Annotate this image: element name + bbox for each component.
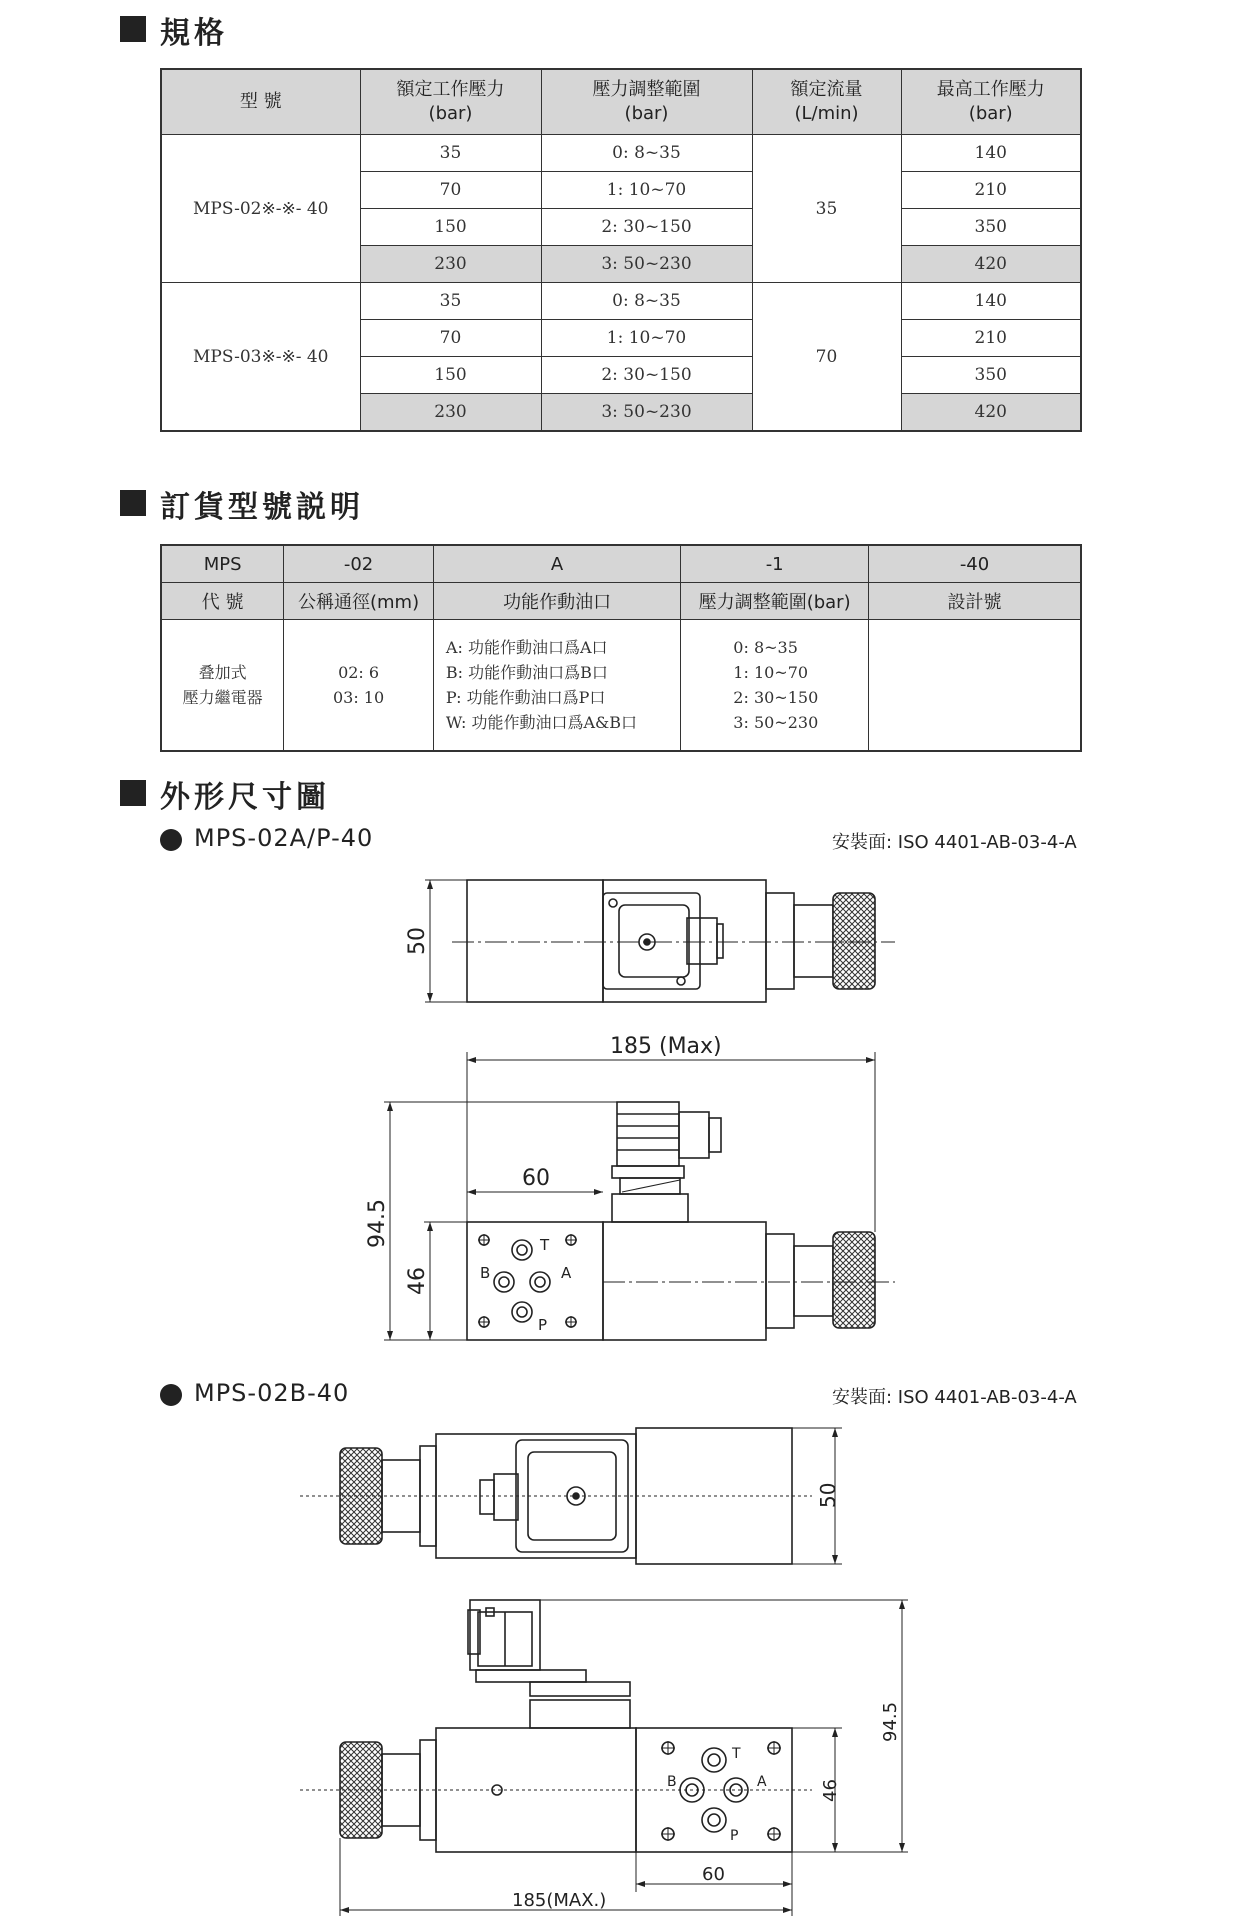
spec-section-title: 規格 [160, 16, 228, 51]
order-section-title: 訂貨型號説明 [160, 490, 364, 525]
rated-cell: 70 [360, 320, 541, 357]
drawing-a-side-view [384, 1052, 895, 1340]
label-cell: 壓力調整範圍(bar) [681, 583, 869, 620]
range-cell: 1: 10~70 [541, 172, 752, 209]
drawing-a-mount: 安裝面: ISO 4401-AB-03-4-A [832, 832, 1077, 853]
flow-cell: 70 [752, 283, 901, 432]
dim-a-185: 185 (Max) [610, 1034, 722, 1059]
max-cell: 140 [901, 135, 1081, 172]
port-label-a: A [561, 1264, 572, 1282]
port-label-b: B [667, 1774, 677, 1790]
code-cell: A [433, 545, 680, 583]
dim-a-46: 46 [405, 1267, 430, 1295]
type-cell: 叠加式 壓力繼電器 [161, 620, 284, 752]
drawing-b-mount: 安裝面: ISO 4401-AB-03-4-A [832, 1387, 1077, 1408]
range-cell: 3: 50~230 [541, 246, 752, 283]
label-cell: 公稱通徑(mm) [284, 583, 434, 620]
code-cell: -1 [681, 545, 869, 583]
label-cell: 設計號 [869, 583, 1081, 620]
code-cell: -40 [869, 545, 1081, 583]
port-cell: A: 功能作動油口爲A口 B: 功能作動油口爲B口 P: 功能作動油口爲P口 W: 功能作動油口爲A&B口 [433, 620, 680, 752]
port-label-a: A [757, 1774, 767, 1790]
dimension-section-title: 外形尺寸圖 [160, 780, 330, 815]
max-cell: 420 [901, 246, 1081, 283]
rated-cell: 150 [360, 209, 541, 246]
drawing-b-top-view [300, 1428, 842, 1564]
flow-cell: 35 [752, 135, 901, 283]
drawing-b-side-view [300, 1600, 908, 1916]
max-cell: 210 [901, 172, 1081, 209]
dim-b-60: 60 [702, 1864, 725, 1885]
spec-header-model: 型 號 [161, 69, 360, 135]
max-cell: 420 [901, 394, 1081, 432]
dim-b-94: 94.5 [880, 1701, 901, 1742]
dim-b-185: 185(MAX.) [512, 1890, 607, 1911]
dim-b-50: 50 [816, 1482, 840, 1508]
label-cell: 功能作動油口 [433, 583, 680, 620]
rated-cell: 230 [360, 246, 541, 283]
code-cell: -02 [284, 545, 434, 583]
max-cell: 210 [901, 320, 1081, 357]
max-cell: 350 [901, 209, 1081, 246]
model-cell: MPS-02※-※- 40 [161, 135, 360, 283]
port-label-p: P [730, 1828, 739, 1844]
dim-a-60: 60 [522, 1166, 550, 1191]
port-label-b: B [480, 1264, 491, 1282]
rated-cell: 230 [360, 394, 541, 432]
range-cell: 0: 8~35 [541, 283, 752, 320]
spec-header-flow: 額定流量 (L/min) [752, 69, 901, 135]
range-cell: 0: 8~35 [541, 135, 752, 172]
drawing-a-top-view [425, 880, 895, 1002]
range-cell: 2: 30~150 [541, 357, 752, 394]
code-cell: MPS [161, 545, 284, 583]
spec-header-range: 壓力調整範圍 (bar) [541, 69, 752, 135]
range-code-cell: 0: 8~35 1: 10~70 2: 30~150 3: 50~230 [681, 620, 869, 752]
port-label-t: T [540, 1236, 550, 1254]
dim-b-46: 46 [820, 1779, 841, 1802]
rated-cell: 70 [360, 172, 541, 209]
range-cell: 2: 30~150 [541, 209, 752, 246]
rated-cell: 35 [360, 135, 541, 172]
label-cell: 代 號 [161, 583, 284, 620]
dim-a-50: 50 [405, 927, 430, 955]
model-cell: MPS-03※-※- 40 [161, 283, 360, 432]
max-cell: 350 [901, 357, 1081, 394]
spec-header-max: 最高工作壓力 (bar) [901, 69, 1081, 135]
rated-cell: 35 [360, 283, 541, 320]
max-cell: 140 [901, 283, 1081, 320]
rated-cell: 150 [360, 357, 541, 394]
port-label-t: T [732, 1746, 741, 1762]
drawing-b-title: MPS-02B-40 [194, 1379, 350, 1407]
spec-header-rated: 額定工作壓力 (bar) [360, 69, 541, 135]
port-label-p: P [538, 1316, 548, 1334]
dim-a-94: 94.5 [365, 1199, 390, 1248]
range-cell: 3: 50~230 [541, 394, 752, 432]
diameter-cell: 02: 6 03: 10 [284, 620, 434, 752]
range-cell: 1: 10~70 [541, 320, 752, 357]
drawing-a-title: MPS-02A/P-40 [194, 824, 374, 852]
